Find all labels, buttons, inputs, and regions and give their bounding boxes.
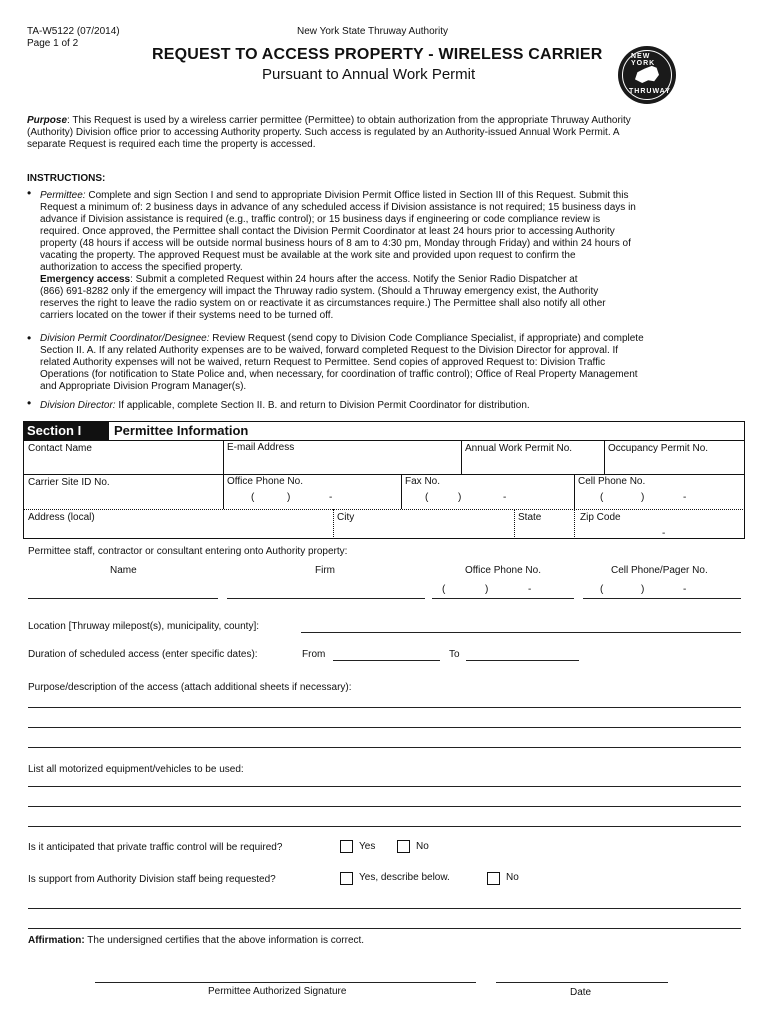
traffic-yes-label: Yes bbox=[359, 841, 376, 852]
traffic-no-checkbox[interactable] bbox=[397, 840, 410, 853]
traffic-yes-checkbox[interactable] bbox=[340, 840, 353, 853]
date-input[interactable] bbox=[496, 982, 668, 983]
support-question: Is support from Authority Division staff being requested? bbox=[28, 874, 276, 885]
staff-office-input[interactable] bbox=[432, 598, 574, 599]
to-date-input[interactable] bbox=[466, 660, 579, 661]
page-number: Page 1 of 2 bbox=[27, 38, 79, 49]
traffic-no-label: No bbox=[416, 841, 429, 852]
state-label: State bbox=[518, 512, 542, 523]
from-date-input[interactable] bbox=[333, 660, 440, 661]
office-phone-label: Office Phone No. bbox=[227, 476, 303, 487]
to-label: To bbox=[449, 649, 460, 660]
carrier-site-label: Carrier Site ID No. bbox=[28, 477, 110, 488]
purpose-line-2[interactable] bbox=[28, 727, 741, 728]
staff-firm-header: Firm bbox=[315, 565, 335, 576]
location-label: Location [Thruway milepost(s), municipality, county]: bbox=[28, 621, 260, 632]
form-title: REQUEST TO ACCESS PROPERTY - WIRELESS CARRIER bbox=[152, 46, 603, 63]
city-input[interactable] bbox=[337, 524, 509, 538]
annual-permit-input[interactable] bbox=[465, 455, 600, 471]
cell-phone-label: Cell Phone No. bbox=[578, 476, 646, 487]
from-label: From bbox=[302, 649, 326, 660]
support-no-label: No bbox=[506, 872, 519, 883]
signature-label: Permittee Authorized Signature bbox=[208, 986, 347, 997]
support-yes-checkbox[interactable] bbox=[340, 872, 353, 885]
email-input[interactable] bbox=[227, 453, 457, 471]
equipment-label: List all motorized equipment/vehicles to be used: bbox=[28, 764, 244, 775]
staff-name-header: Name bbox=[110, 565, 137, 576]
fax-label: Fax No. bbox=[405, 476, 441, 487]
bullet-icon: • bbox=[27, 396, 32, 410]
duration-label: Duration of scheduled access (enter specific dates): bbox=[28, 649, 258, 660]
support-describe-line-1[interactable] bbox=[28, 908, 741, 909]
bullet-icon: • bbox=[27, 186, 32, 200]
support-no-checkbox[interactable] bbox=[487, 872, 500, 885]
coordinator-instructions: Division Permit Coordinator/Designee: Review Request (send copy to Division Code Compliance Specialist, if appropriate) and complete Section II. A. If any related Authority expenses are to be waived, forward completed Request to the Division Director for approval. If related Authority expenses will not be waived, return Request to Permittee. Send copies of approved Request to: Division Traffic Operations (for notification to State Police and, when necessary, for coordination of traffic control); Office of Real Property Management and Appropriate Division Program Manager(s). bbox=[40, 333, 644, 392]
traffic-question: Is it anticipated that private traffic control will be required? bbox=[28, 842, 283, 853]
address-input[interactable] bbox=[28, 524, 328, 538]
staff-cell-input[interactable] bbox=[583, 598, 741, 599]
carrier-site-input[interactable] bbox=[28, 490, 218, 506]
contact-name-input[interactable] bbox=[28, 453, 218, 471]
support-yes-label: Yes, describe below. bbox=[359, 872, 450, 883]
fax-input[interactable] bbox=[405, 490, 570, 506]
date-label: Date bbox=[570, 987, 592, 998]
form-subtitle: Pursuant to Annual Work Permit bbox=[262, 66, 476, 83]
purpose-line-3[interactable] bbox=[28, 747, 741, 748]
address-label: Address (local) bbox=[28, 512, 95, 523]
location-input[interactable] bbox=[301, 632, 741, 633]
staff-cell-header: Cell Phone/Pager No. bbox=[611, 565, 708, 576]
permittee-instructions: Permittee: Complete and sign Section I and send to appropriate Division Permit Office listed in Section III of this Request. Submit this Request a minimum of: 2 business days in advance of any scheduled access if Division assistance is not required; 15 business days in advance if Division assistance is required (e.g., traffic control); or 15 business days if engineering or code compliance review is required. Once approved, the Permittee shall contact the Division Permit Coordinator at least 24 hours prior to accessing Authority property (48 hours if access will be outside normal business hours of 8 am to 4:30 pm, Monday through Friday) and within 24 hours of vacating the property. The approved Request must be available at the work site and provided upon request to confirm the authorization to access the specified property. Emergency access: Submit a completed Request within 24 hours after the access. Notify the Senior Radio Dispatcher at (866) 691-8282 only if the emergency will impact the Thruway radio system. (Should a Thruway emergency exist, the Authority reserves the right to leave the radio system on or reactivate it as circumstances require.) The Permittee shall also notify all other carriers located on the tower if their systems need to be turned off. bbox=[40, 190, 636, 321]
occupancy-permit-label: Occupancy Permit No. bbox=[608, 443, 709, 454]
section-1-tag: Section I bbox=[23, 421, 109, 440]
office-phone-input[interactable] bbox=[227, 490, 397, 506]
state-input[interactable] bbox=[518, 524, 570, 538]
zip-input[interactable] bbox=[578, 524, 741, 538]
equipment-line-2[interactable] bbox=[28, 806, 741, 807]
annual-permit-label: Annual Work Permit No. bbox=[465, 443, 573, 454]
affirmation-text: Affirmation: The undersigned certifies that the above information is correct. bbox=[28, 935, 365, 946]
email-label: E-mail Address bbox=[227, 442, 295, 453]
staff-office-header: Office Phone No. bbox=[465, 565, 541, 576]
cell-phone-input[interactable] bbox=[578, 490, 741, 506]
signature-input[interactable] bbox=[95, 982, 476, 983]
agency-name: New York State Thruway Authority bbox=[297, 26, 449, 37]
city-label: City bbox=[337, 512, 355, 523]
staff-name-input[interactable] bbox=[28, 598, 218, 599]
support-describe-line-2[interactable] bbox=[28, 928, 741, 929]
purpose-desc-label: Purpose/description of the access (attach additional sheets if necessary): bbox=[28, 682, 352, 693]
form-id: TA-W5122 (07/2014) bbox=[27, 26, 120, 37]
equipment-line-1[interactable] bbox=[28, 786, 741, 787]
staff-heading: Permittee staff, contractor or consultant entering onto Authority property: bbox=[28, 546, 348, 557]
instructions-heading: INSTRUCTIONS: bbox=[27, 173, 106, 184]
thruway-logo: NEW YORK THRUWAY bbox=[618, 46, 676, 104]
staff-firm-input[interactable] bbox=[227, 598, 425, 599]
section-1-title: Permittee Information bbox=[114, 423, 249, 438]
director-instructions: Division Director: If applicable, complete Section II. B. and return to Division Permit Coordinator for distribution. bbox=[40, 400, 530, 411]
bullet-icon: • bbox=[27, 331, 32, 345]
equipment-line-3[interactable] bbox=[28, 826, 741, 827]
occupancy-permit-input[interactable] bbox=[608, 455, 741, 471]
purpose-paragraph: Purpose: This Request is used by a wireless carrier permittee (Permittee) to obtain authorization from the appropriate Thruway Authority (Authority) Division office prior to accessing Authority property. Such access is regulated by an Authority-issued Annual Work Permit. A separate Request is required each time the property is accessed. bbox=[27, 115, 631, 150]
contact-name-label: Contact Name bbox=[28, 443, 92, 454]
purpose-line-1[interactable] bbox=[28, 707, 741, 708]
zip-label: Zip Code bbox=[580, 512, 621, 523]
